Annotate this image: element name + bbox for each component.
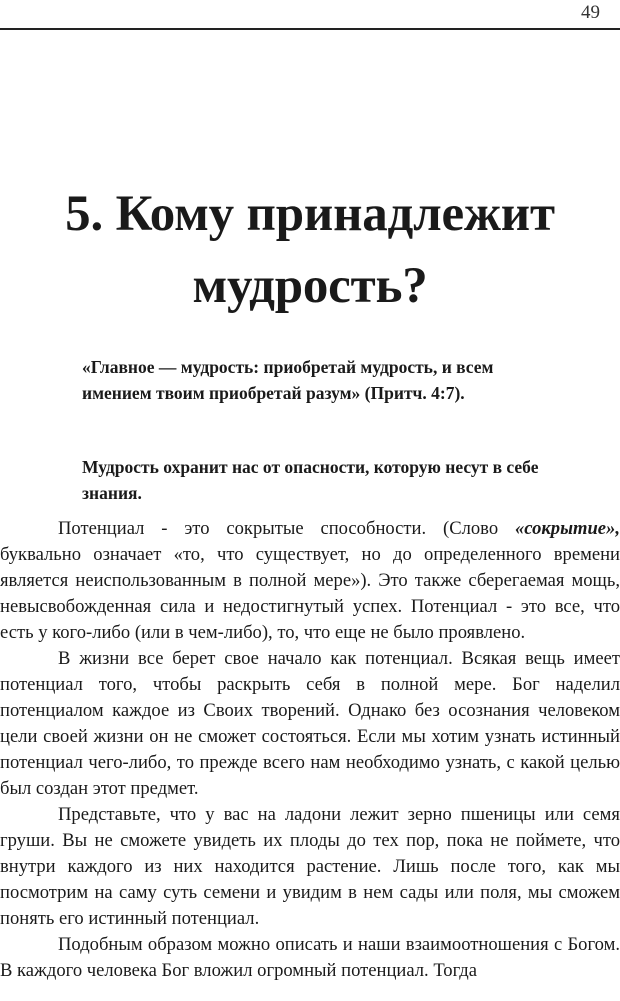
chapter-title-line-2: мудрость? — [192, 258, 428, 314]
paragraph-1-text-end: буквально означает «то, что существует, но до определенного времени является неиспользованным в полной мере»). Это также сберегаемая мощь, невысвобожденная сила и недостигнутый успех. Потенциал - это все, что есть у кого-либо (или в чем-либо), то, что еще не было проявлено. — [0, 544, 620, 643]
paragraph-1 — [0, 516, 620, 646]
epigraph-wisdom-statement: Мудрость охранит нас от опасности, которую несут в себе знания. — [82, 457, 539, 503]
header-rule — [0, 28, 620, 30]
chapter-title — [0, 178, 620, 322]
paragraph-4: Подобным образом можно описать и наши взаимоотношения с Богом. В каждого человека Бог вложил огромный потенциал. Тогда — [0, 934, 620, 981]
epigraph-scripture-quote: «Главное — мудрость: приобретай мудрость, и всем имением твоим приобретай разум» (Притч. 4:7). — [82, 357, 494, 403]
paragraph-3: Представьте, что у вас на ладони лежит зерно пшеницы или семя груши. Вы не сможете увидеть их плоды до тех пор, пока не поймете, что внутри каждого из них находится растение. Лишь после того, как мы посмотрим на саму суть семени и увидим в нем сады или поля, мы сможем понять его истинный потенциал. — [0, 804, 620, 929]
page-number: 49 — [581, 2, 600, 23]
paragraph-2: В жизни все берет свое начало как потенциал. Всякая вещь имеет потенциал того, чтобы раскрыть себя в полной мере. Бог наделил потенциалом каждое из Своих творений. Однако без осознания человеком цели своей жизни он не сможет состояться. Если мы хотим узнать истинный потенциал чего-либо, то прежде всего нам необходимо узнать, с какой целью был создан этот предмет. — [0, 648, 620, 799]
paragraph-1-emphasis: «сокрытие», — [514, 518, 620, 539]
paragraph-1-text-start: Потенциал - это сокрытые способности. (Слово — [58, 518, 515, 539]
chapter-title-line-1: 5. Кому принадлежит — [65, 186, 555, 242]
body-text — [0, 516, 620, 984]
